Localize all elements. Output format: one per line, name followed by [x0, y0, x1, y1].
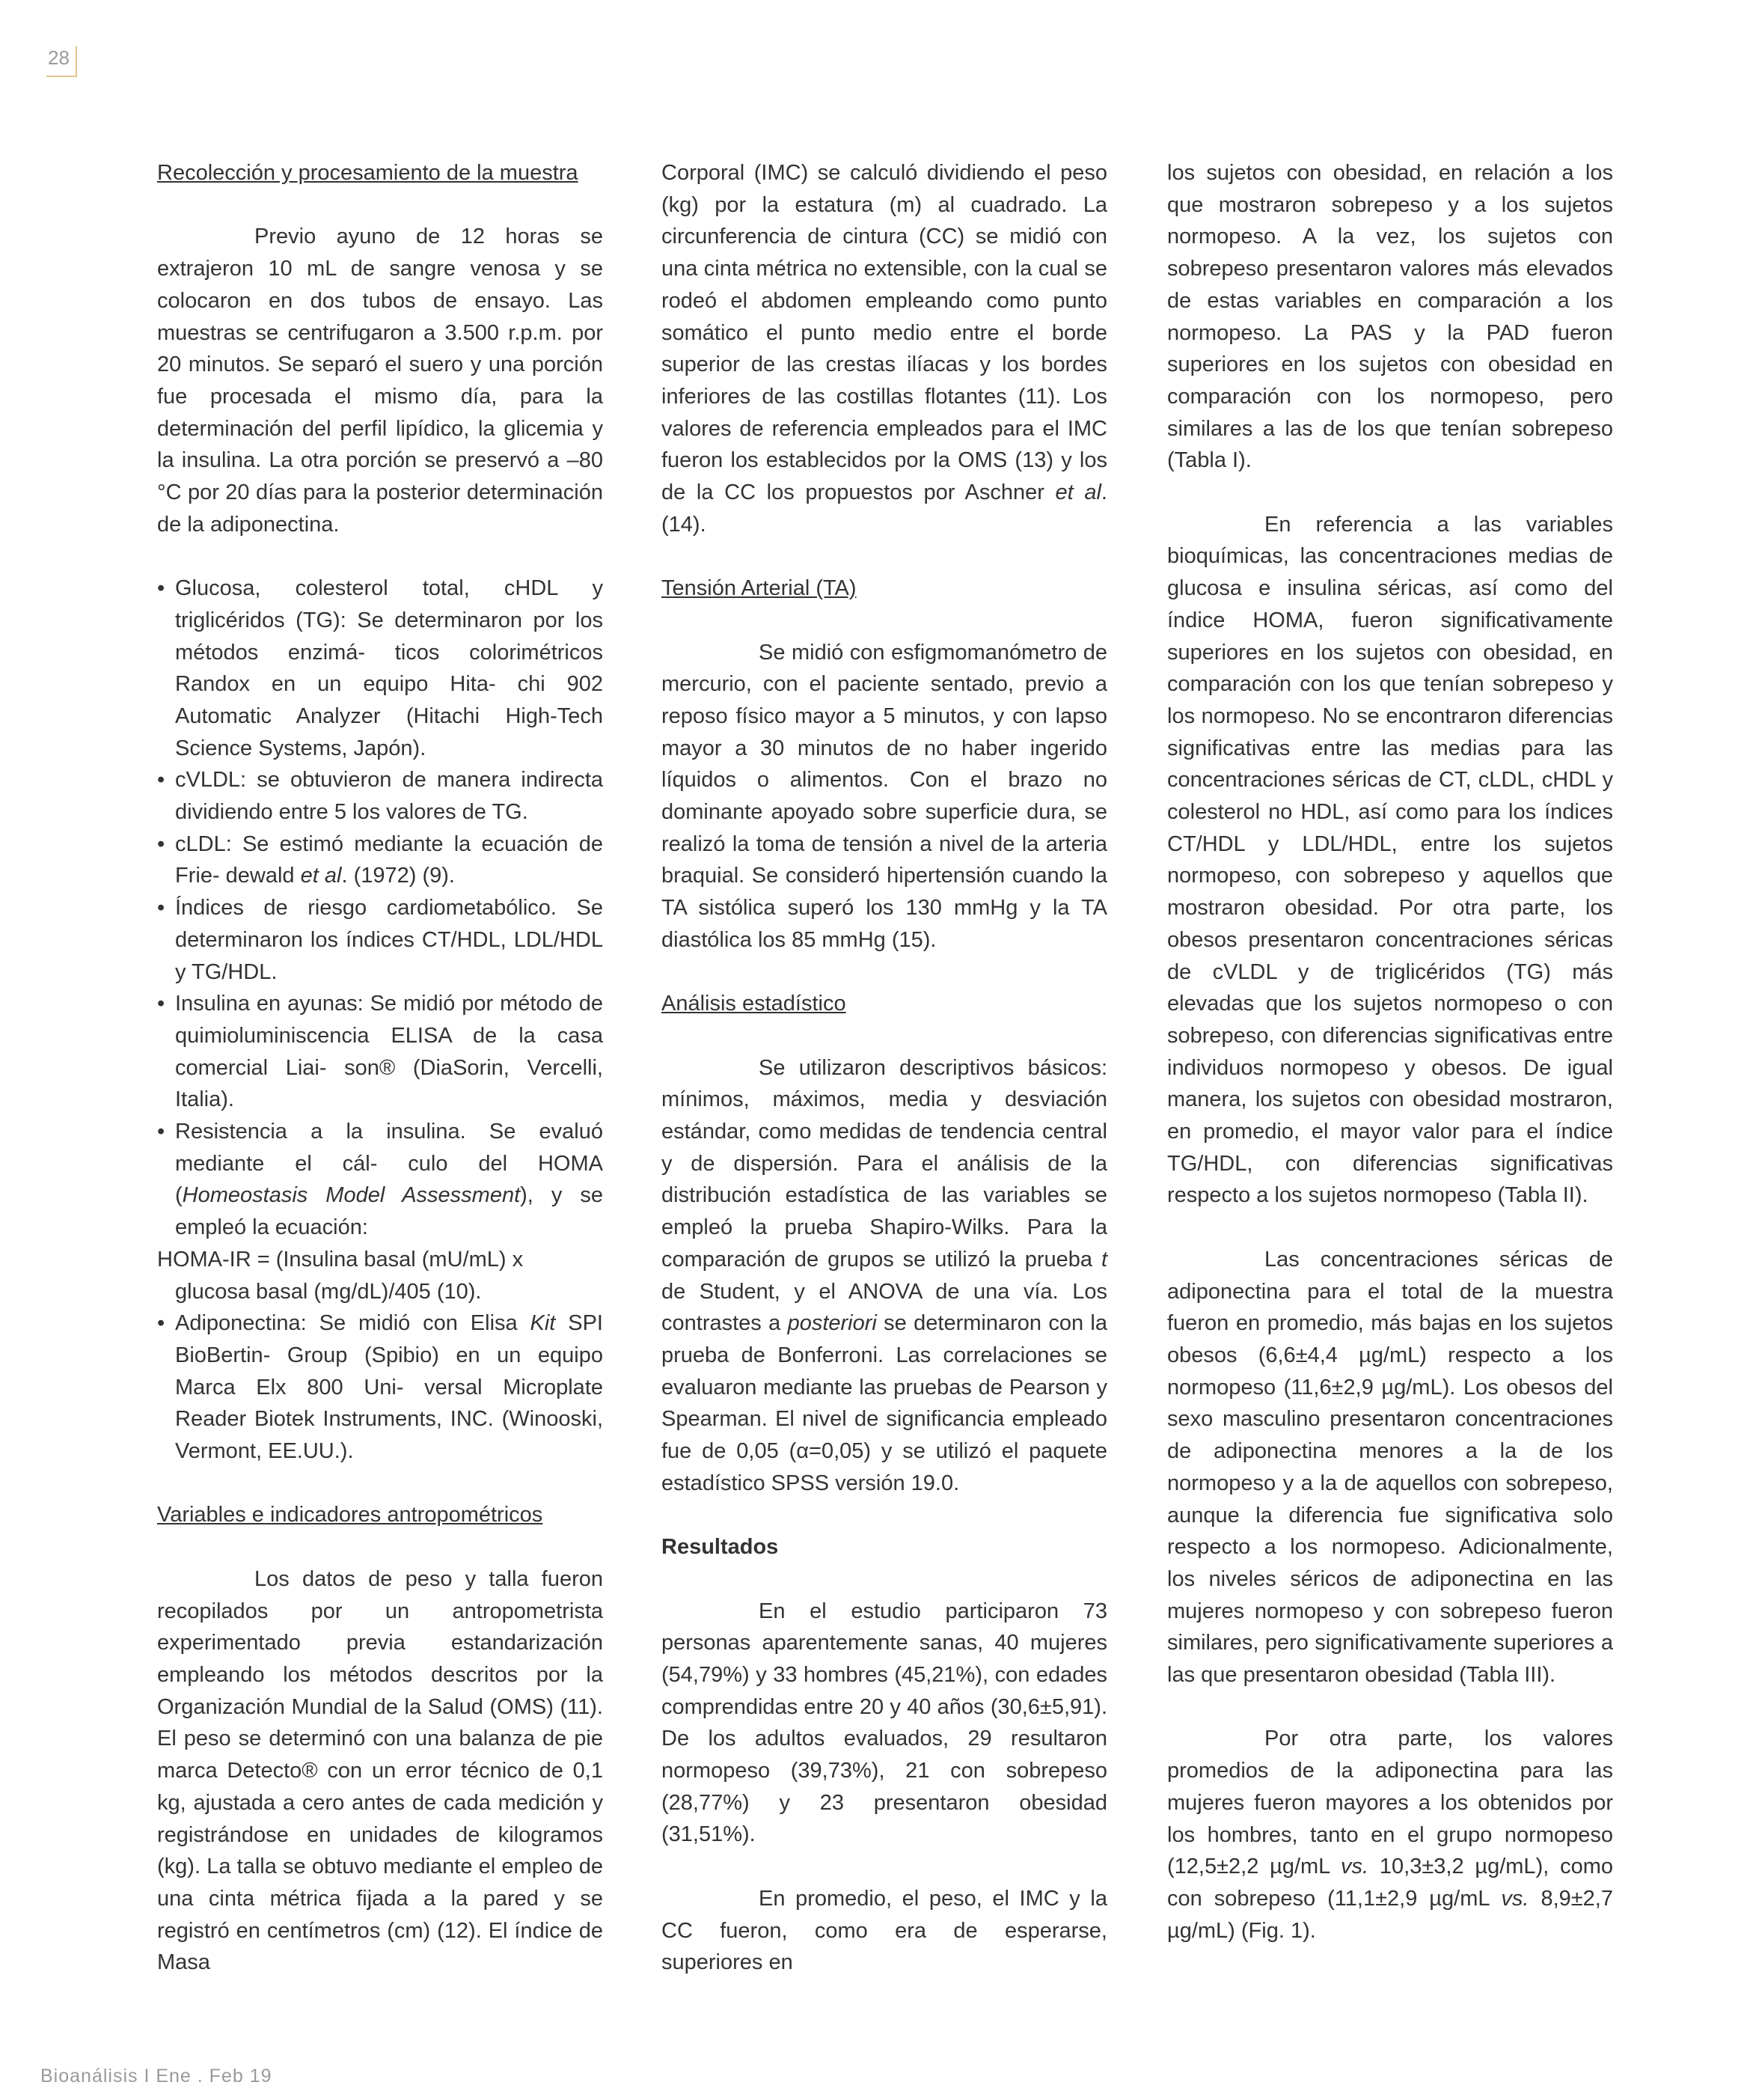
- paragraph-antropometria: los sujetos con obesidad, en relación a los que mostraron sobrepeso y a los sujetos normopeso. A la vez, los sujetos con sobrepeso presentaron valores más elevados de estas variables en comparación a los normopeso. La PAS y la PAD fueron superiores en los sujetos con obesidad en comparación con los normopeso, pero similares a las de los que tenían sobrepeso (Tabla I).: [1167, 161, 1613, 473]
- section-heading-resultados: Resultados: [661, 1535, 779, 1560]
- section-heading-recoleccion: Recolección y procesamiento de la muestra: [157, 161, 578, 185]
- list-item-indices: • Índices de riesgo cardiometabólico. Se determinaron los índices CT/HDL, LDL/HDL y TG/HDL.: [157, 892, 603, 988]
- paragraph-resultados-2: En promedio, el peso, el IMC y la CC fueron, como era de esperarse, superiores en: [661, 1886, 1107, 1975]
- paragraph-tension-arterial: Se midió con esfigmomanómetro de mercurio, con el paciente sentado, previo a reposo físico mayor a 5 minutos, y con lapso mayor a 30 minutos de no haber ingerido líquidos o alimentos. Con el brazo no dominante apoyado sobre superficie dura, se realizó la toma de tensión a nivel de la arteria braquial. Se consideró hipertensión cuando la TA sistólica superó los 130 mmHg y la TA diastólica los 85 mmHg (15).: [661, 640, 1107, 952]
- paragraph-resultados-1: En el estudio participaron 73 personas aparentemente sanas, 40 mujeres (54,79%) y 33 hombres (45,21%), con edades comprendidas entre 20 y 40 años (30,6±5,91). De los adultos evaluados, 29 resultaron normopeso (39,73%), 21 con sobrepeso (28,77%) y 23 presentaron obesidad (31,51%).: [661, 1599, 1107, 1847]
- list-item-insulina: • Insulina en ayunas: Se midió por método de quimioluminiscencia ELISA de la casa comercial Liai- son® (DiaSorin, Vercelli, Italia).: [157, 988, 603, 1116]
- section-heading-tension-arterial: Tensión Arterial (TA): [661, 576, 857, 601]
- paragraph-analisis: Se utilizaron descriptivos básicos: mínimos, máximos, media y desviación estándar, como medidas de tendencia central y de dispersión. Para el análisis de la distribución estadística de las variables se empleó la prueba Shapiro-Wilks. Para la comparación de grupos se utilizó la prueba t de Student, y el ANOVA de una vía. Los contrastes a posteriori se determinaron con la prueba de Bonferroni. Las correlaciones se evaluaron mediante las pruebas de Pearson y Spearman. El nivel de significancia empleado fue de 0,05 (α=0,05) y se utilizó el paquete estadístico SPSS versión 19.0.: [661, 1055, 1107, 1495]
- page-footer: Bioanálisis I Ene . Feb 19: [40, 2066, 272, 2087]
- column-3: [1167, 157, 1613, 1979]
- list-item-homa-formula: HOMA-IR = (Insulina basal (mU/mL) x glucosa basal (mg/dL)/405 (10).: [157, 1247, 524, 1304]
- paragraph-variables: Los datos de peso y talla fueron recopilados por un antropometrista experimentado previa estandarización empleando los métodos descritos por la Organización Mundial de la Salud (OMS) (11). El peso se determinó con una balanza de pie marca Detecto® con un error técnico de 0,1 kg, ajustada a cero antes de cada medición y registrándose en unidades de kilogramos (kg). La talla se obtuvo mediante el empleo de una cinta métrica fijada a la pared y se registró en centímetros (cm) (12). El índice de Masa: [157, 1566, 603, 1975]
- paragraph-bioquimicas: En referencia a las variables bioquímicas, las concentraciones medias de glucosa e insulina séricas, así como del índice HOMA, fueron significativamente superiores en los sujetos con obesidad, en comparación con los que tenían sobrepeso y los normopeso. No se encontraron diferencias significativas entre las medias para las concentraciones séricas de CT, cLDL, cHDL y colesterol no HDL, así como para los índices CT/HDL y LDL/HDL, entre los sujetos normopeso, con sobrepeso y aquellos que mostraron obesidad. Por otra parte, los obesos presentaron concentraciones séricas de cVLDL y de triglicéridos (TG) más elevadas que los sujetos normopeso o con sobrepeso, con diferencias significativas entre individuos normopeso y obesos. De igual manera, los sujetos con obesidad mostraron, en promedio, el mayor valor para el índice TG/HDL, con diferencias significativas respecto a los sujetos normopeso (Tabla II).: [1167, 512, 1613, 1208]
- paragraph-imc: Corporal (IMC) se calculó dividiendo el peso (kg) por la estatura (m) al cuadrado. La circunferencia de cintura (CC) se midió con una cinta métrica no extensible, con la cual se rodeó el abdomen empleando como punto somático el punto medio entre el borde superior de las crestas ilíacas y los bordes inferiores de las costillas flotantes (11). Los valores de referencia empleados para el IMC fueron los establecidos por la OMS (13) y los de la CC los propuestos por Aschner et al. (14).: [661, 161, 1107, 537]
- paragraph-adiponectina-sexo: Por otra parte, los valores promedios de la adiponectina para las mujeres fueron mayores a los obtenidos por los hombres, tanto en el grupo normopeso (12,5±2,2 µg/mL vs. 10,3±3,2 µg/mL), como con sobrepeso (11,1±2,9 µg/mL vs. 8,9±2,7 µg/mL) (Fig. 1).: [1167, 1727, 1613, 1943]
- page-number: 28: [46, 46, 77, 77]
- list-item-adiponectina: • Adiponectina: Se midió con Elisa Kit SPI BioBertin- Group (Spibio) en un equipo Marca Elx 800 Uni- versal Microplate Reader Biotek Instruments, INC. (Winooski, Vermont, EE.UU.).: [157, 1307, 603, 1468]
- list-item-resistencia: • Resistencia a la insulina. Se evaluó mediante el cál- culo del HOMA (Homeostasis Model Assessment), y se empleó la ecuación:: [157, 1116, 603, 1244]
- section-heading-variables: Variables e indicadores antropométricos: [157, 1503, 543, 1527]
- column-2: [661, 157, 1107, 2011]
- list-item-cvldl: • cVLDL: se obtuvieron de manera indirecta dividiendo entre 5 los valores de TG.: [157, 764, 603, 828]
- paragraph-recoleccion: Previo ayuno de 12 horas se extrajeron 10 mL de sangre venosa y se colocaron en dos tubos de ensayo. Las muestras se centrifugaron a 3.500 r.p.m. por 20 minutos. Se separó el suero y una porción fue procesada el mismo día, para la determinación del perfil lipídico, la glicemia y la insulina. La otra porción se preservó a –80 °C por 20 días para la posterior determinación de la adiponectina.: [157, 225, 603, 537]
- section-heading-analisis: Análisis estadístico: [661, 992, 846, 1016]
- column-1: [157, 157, 603, 2011]
- list-item-cldl: • cLDL: Se estimó mediante la ecuación de Frie- dewald et al. (1972) (9).: [157, 828, 603, 892]
- list-item-glucosa: • Glucosa, colesterol total, cHDL y triglicéridos (TG): Se determinaron por los métodos enzimá- ticos colorimétricos Randox en un equipo Hita- chi 902 Automatic Analyzer (Hitachi High-Tech Science Systems, Japón).: [157, 573, 603, 764]
- methods-list: [157, 573, 603, 1468]
- paragraph-adiponectina: Las concentraciones séricas de adiponectina para el total de la muestra fueron en promedio, más bajas en los sujetos obesos (6,6±4,4 µg/mL) respecto a los normopeso (11,6±2,9 µg/mL). Los obesos del sexo masculino presentaron concentraciones de adiponectina menores a la de los normopeso y a la de aquellos con sobrepeso, aunque la diferencia fue significativa solo respecto a los normopeso. Adicionalmente, los niveles séricos de adiponectina en las mujeres normopeso y con sobrepeso fueron similares, pero significativamente superiores a las que presentaron obesidad (Tabla III).: [1167, 1247, 1613, 1688]
